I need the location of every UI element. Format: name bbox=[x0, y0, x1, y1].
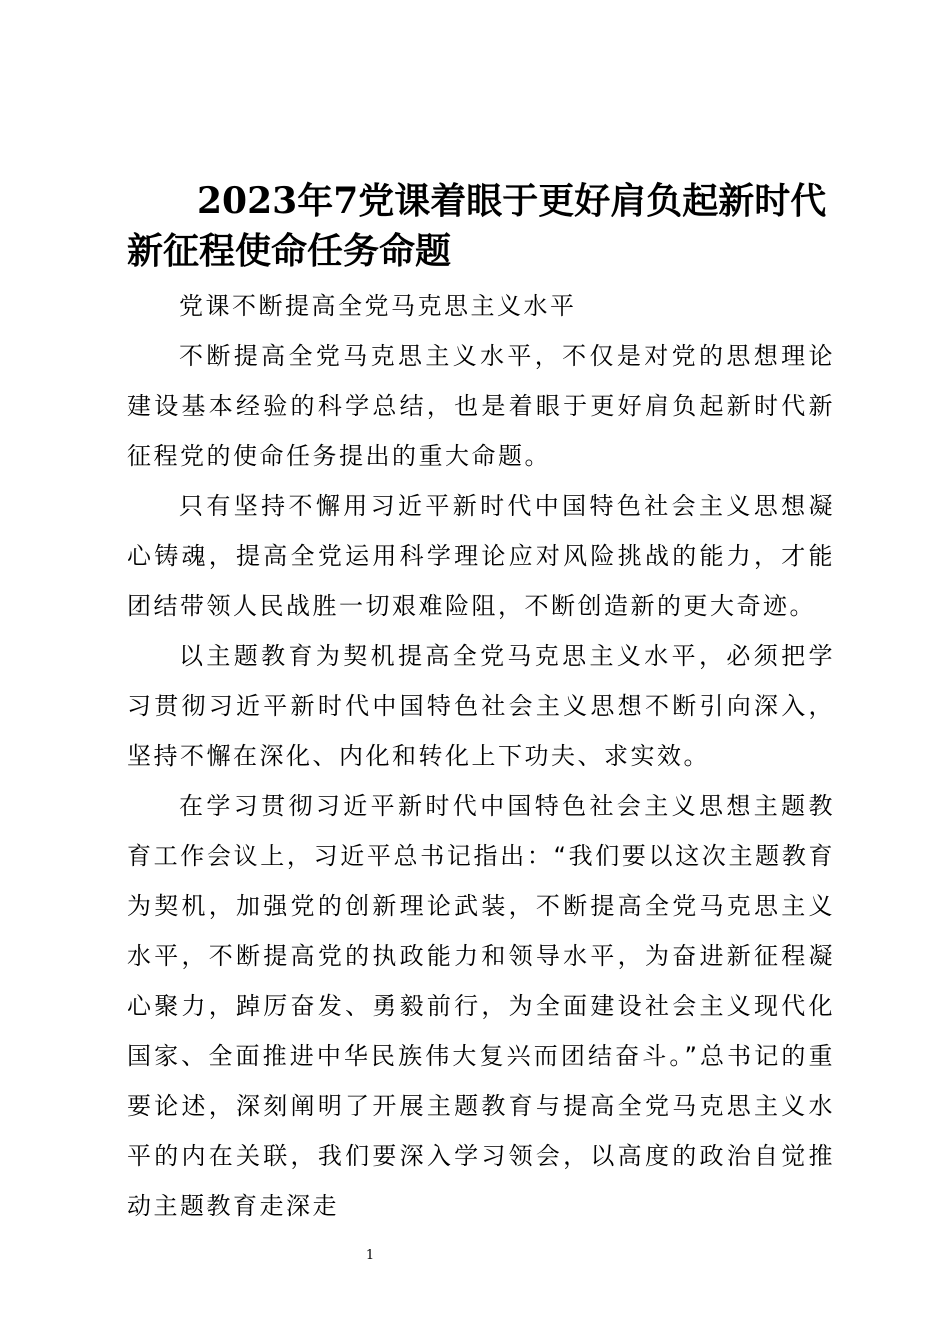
page-number: 1 bbox=[365, 1248, 375, 1263]
body-paragraph: 只有坚持不懈用习近平新时代中国特色社会主义思想凝心铸魂，提高全党运用科学理论应对风险挑战的能力，才能团结带领人民战胜一切艰难险阻，不断创造新的更大奇迹。 bbox=[127, 492, 835, 620]
section-heading: 党课不断提高全党马克思主义水平 bbox=[179, 292, 577, 320]
document-body bbox=[127, 281, 835, 1231]
body-paragraph: 不断提高全党马克思主义水平，不仅是对党的思想理论建设基本经验的科学总结，也是着眼于更好肩负起新时代新征程党的使命任务提出的重大命题。 bbox=[127, 342, 835, 470]
document-title: 2023年7党课着眼于更好肩负起新时代新征程使命任务命题 bbox=[127, 180, 827, 272]
body-paragraph: 以主题教育为契机提高全党马克思主义水平，必须把学习贯彻习近平新时代中国特色社会主义思想不断引向深入，坚持不懈在深化、内化和转化上下功夫、求实效。 bbox=[127, 642, 835, 770]
body-paragraph: 在学习贯彻习近平新时代中国特色社会主义思想主题教育工作会议上，习近平总书记指出：“我们要以这次主题教育为契机，加强党的创新理论武装，不断提高全党马克思主义水平，不断提高党的执政能力和领导水平，为奋进新征程凝心聚力，踔厉奋发、勇毅前行，为全面建设社会主义现代化国家、全面推进中华民族伟大复兴而团结奋斗。”总书记的重要论述，深刻阐明了开展主题教育与提高全党马克思主义水平的内在关联，我们要深入学习领会，以高度的政治自觉推动主题教育走深走 bbox=[127, 792, 835, 1220]
